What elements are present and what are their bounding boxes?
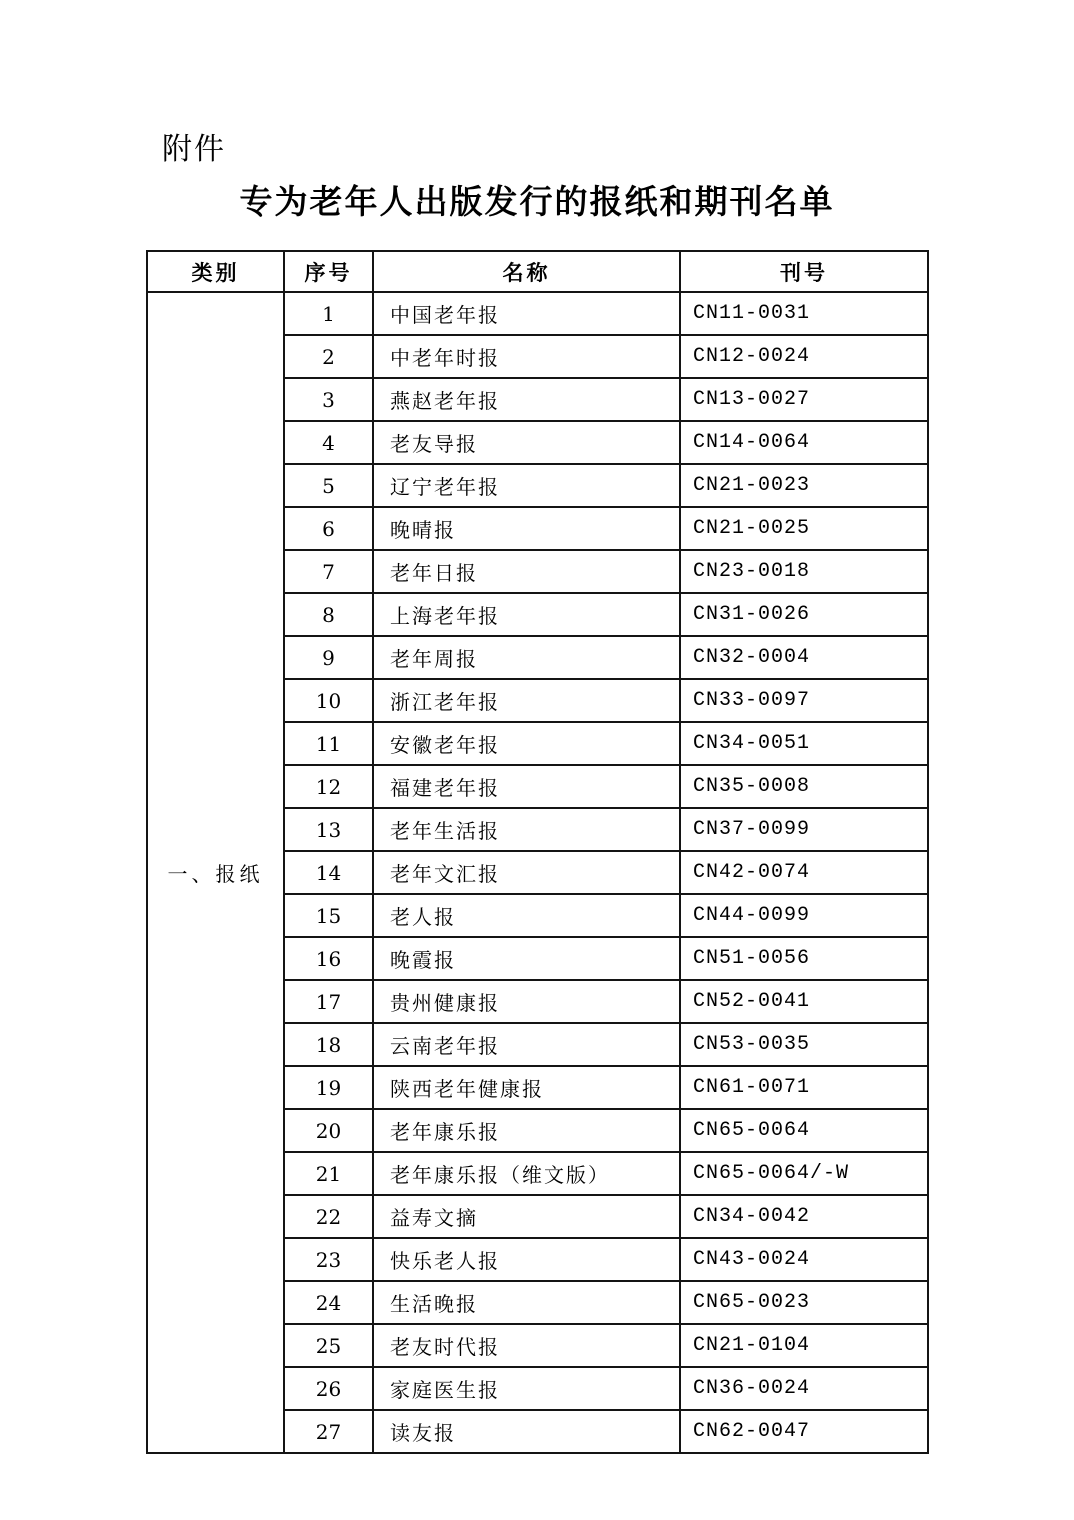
publication-code-cell: CN35-0008 xyxy=(680,765,928,808)
row-number-cell: 11 xyxy=(284,722,373,765)
publication-code-cell: CN65-0023 xyxy=(680,1281,928,1324)
attachment-label: 附件 xyxy=(162,132,226,167)
publication-code-cell: CN33-0097 xyxy=(680,679,928,722)
publication-code-cell: CN31-0026 xyxy=(680,593,928,636)
row-number-cell: 14 xyxy=(284,851,373,894)
publication-name-cell: 家庭医生报 xyxy=(373,1367,680,1410)
row-number-cell: 27 xyxy=(284,1410,373,1453)
row-number-cell: 17 xyxy=(284,980,373,1023)
table-row xyxy=(147,292,928,335)
publication-code-cell: CN21-0104 xyxy=(680,1324,928,1367)
publication-name-cell: 中国老年报 xyxy=(373,292,680,335)
publication-name-cell: 浙江老年报 xyxy=(373,679,680,722)
row-number-cell: 22 xyxy=(284,1195,373,1238)
publication-name-cell: 陕西老年健康报 xyxy=(373,1066,680,1109)
publication-name-cell: 老年康乐报（维文版） xyxy=(373,1152,680,1195)
publication-name-cell: 上海老年报 xyxy=(373,593,680,636)
publication-name-cell: 贵州健康报 xyxy=(373,980,680,1023)
row-number-cell: 2 xyxy=(284,335,373,378)
publications-table xyxy=(146,250,929,1454)
row-number-cell: 16 xyxy=(284,937,373,980)
row-number-cell: 6 xyxy=(284,507,373,550)
row-number-cell: 18 xyxy=(284,1023,373,1066)
publication-code-cell: CN23-0018 xyxy=(680,550,928,593)
publication-name-cell: 燕赵老年报 xyxy=(373,378,680,421)
publication-code-cell: CN11-0031 xyxy=(680,292,928,335)
publication-name-cell: 老年文汇报 xyxy=(373,851,680,894)
row-number-cell: 20 xyxy=(284,1109,373,1152)
column-header-category: 类别 xyxy=(147,251,284,292)
row-number-cell: 19 xyxy=(284,1066,373,1109)
category-cell: 一、报纸 xyxy=(147,292,284,1453)
publication-name-cell: 老年周报 xyxy=(373,636,680,679)
publication-name-cell: 中老年时报 xyxy=(373,335,680,378)
publication-name-cell: 安徽老年报 xyxy=(373,722,680,765)
column-header-code: 刊号 xyxy=(680,251,928,292)
publication-code-cell: CN65-0064 xyxy=(680,1109,928,1152)
publication-name-cell: 老年日报 xyxy=(373,550,680,593)
table-header xyxy=(147,251,928,292)
publication-code-cell: CN34-0051 xyxy=(680,722,928,765)
table-body xyxy=(147,292,928,1453)
publication-code-cell: CN52-0041 xyxy=(680,980,928,1023)
row-number-cell: 26 xyxy=(284,1367,373,1410)
publication-name-cell: 辽宁老年报 xyxy=(373,464,680,507)
publication-code-cell: CN62-0047 xyxy=(680,1410,928,1453)
publication-name-cell: 读友报 xyxy=(373,1410,680,1453)
publication-name-cell: 晚霞报 xyxy=(373,937,680,980)
row-number-cell: 7 xyxy=(284,550,373,593)
publication-code-cell: CN65-0064/-W xyxy=(680,1152,928,1195)
publication-code-cell: CN53-0035 xyxy=(680,1023,928,1066)
row-number-cell: 3 xyxy=(284,378,373,421)
publication-code-cell: CN36-0024 xyxy=(680,1367,928,1410)
publication-code-cell: CN13-0027 xyxy=(680,378,928,421)
publication-code-cell: CN21-0023 xyxy=(680,464,928,507)
row-number-cell: 21 xyxy=(284,1152,373,1195)
row-number-cell: 23 xyxy=(284,1238,373,1281)
row-number-cell: 9 xyxy=(284,636,373,679)
row-number-cell: 25 xyxy=(284,1324,373,1367)
publication-name-cell: 快乐老人报 xyxy=(373,1238,680,1281)
row-number-cell: 1 xyxy=(284,292,373,335)
publication-code-cell: CN12-0024 xyxy=(680,335,928,378)
publication-name-cell: 老人报 xyxy=(373,894,680,937)
publication-name-cell: 老友导报 xyxy=(373,421,680,464)
row-number-cell: 24 xyxy=(284,1281,373,1324)
header-row xyxy=(147,251,928,292)
publication-code-cell: CN51-0056 xyxy=(680,937,928,980)
row-number-cell: 8 xyxy=(284,593,373,636)
row-number-cell: 10 xyxy=(284,679,373,722)
publication-code-cell: CN37-0099 xyxy=(680,808,928,851)
publication-name-cell: 福建老年报 xyxy=(373,765,680,808)
publication-code-cell: CN43-0024 xyxy=(680,1238,928,1281)
publication-name-cell: 晚晴报 xyxy=(373,507,680,550)
row-number-cell: 12 xyxy=(284,765,373,808)
publication-code-cell: CN21-0025 xyxy=(680,507,928,550)
publication-name-cell: 老年生活报 xyxy=(373,808,680,851)
publication-name-cell: 益寿文摘 xyxy=(373,1195,680,1238)
publication-code-cell: CN32-0004 xyxy=(680,636,928,679)
column-header-number: 序号 xyxy=(284,251,373,292)
row-number-cell: 5 xyxy=(284,464,373,507)
page-title: 专为老年人出版发行的报纸和期刊名单 xyxy=(239,182,835,221)
column-header-name: 名称 xyxy=(373,251,680,292)
publication-code-cell: CN34-0042 xyxy=(680,1195,928,1238)
row-number-cell: 15 xyxy=(284,894,373,937)
publication-name-cell: 生活晚报 xyxy=(373,1281,680,1324)
publication-code-cell: CN44-0099 xyxy=(680,894,928,937)
publication-name-cell: 云南老年报 xyxy=(373,1023,680,1066)
publication-name-cell: 老年康乐报 xyxy=(373,1109,680,1152)
row-number-cell: 13 xyxy=(284,808,373,851)
publication-code-cell: CN61-0071 xyxy=(680,1066,928,1109)
publication-name-cell: 老友时代报 xyxy=(373,1324,680,1367)
row-number-cell: 4 xyxy=(284,421,373,464)
publication-code-cell: CN14-0064 xyxy=(680,421,928,464)
publication-code-cell: CN42-0074 xyxy=(680,851,928,894)
